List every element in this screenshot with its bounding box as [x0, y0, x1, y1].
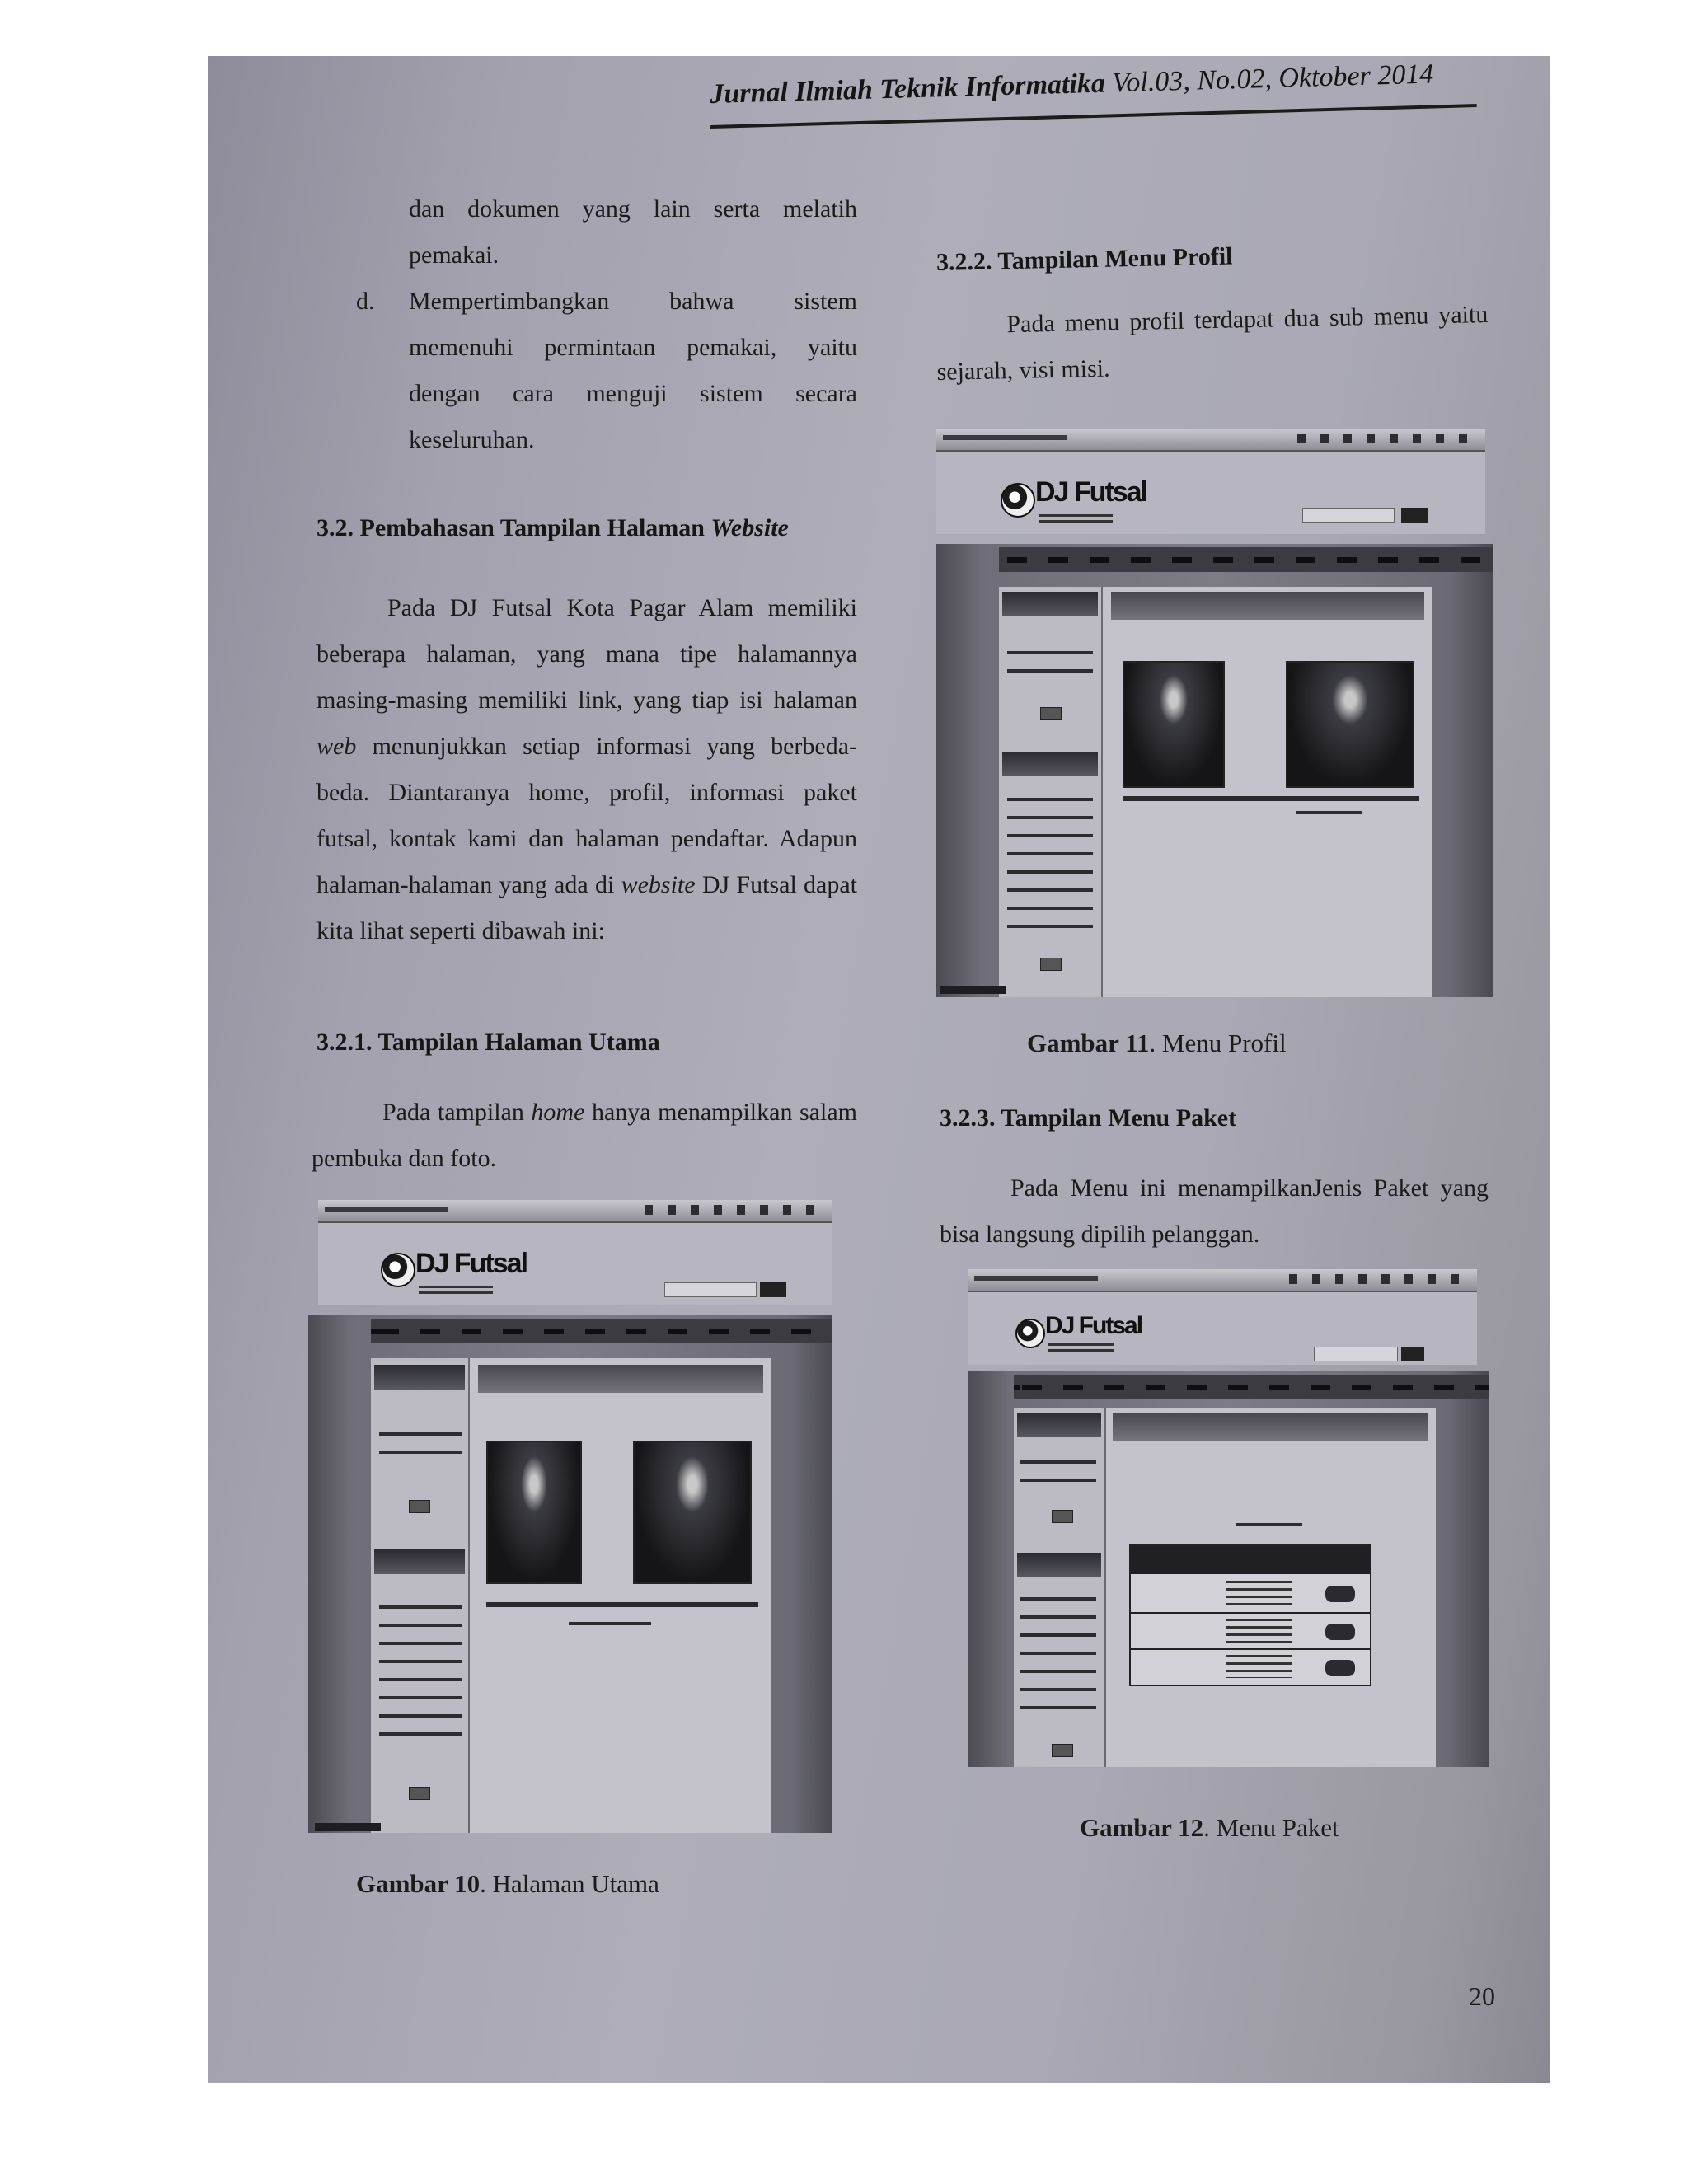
figure-10-text: . Halaman Utama — [480, 1869, 659, 1898]
vote-button — [409, 1787, 430, 1800]
list-continuation: dan dokumen yang lain serta melatih pemakai. — [409, 195, 857, 269]
site-header — [936, 452, 1485, 534]
journal-volume: Vol.03, No.02, Oktober 2014 — [1111, 59, 1434, 99]
soccer-ball-icon — [381, 1253, 415, 1287]
login-button — [1052, 1510, 1073, 1523]
welcome-banner — [1111, 592, 1424, 620]
logo-tagline — [1048, 1343, 1114, 1355]
order-button — [1325, 1660, 1355, 1676]
site-logo: DJ Futsal — [415, 1248, 528, 1279]
figure-11-label: Gambar 11 — [1027, 1029, 1150, 1057]
profil-heading: 3.2.2. Tampilan Menu Profil — [935, 242, 1233, 276]
futsal-photo-2 — [633, 1441, 752, 1584]
table-row — [1226, 1581, 1292, 1605]
header-rule — [710, 104, 1477, 129]
site-sidebar — [1014, 1408, 1106, 1767]
logo-tagline — [419, 1286, 493, 1297]
site-body — [371, 1358, 771, 1833]
section-heading-text: 3.2. Pembahasan Tampilan Halaman — [316, 514, 705, 541]
browser-toolbar — [318, 1200, 832, 1223]
site-logo: DJ Futsal — [1035, 476, 1147, 508]
search-button — [1401, 1347, 1424, 1361]
futsal-photo-2 — [1286, 661, 1414, 788]
welcome-banner — [478, 1365, 763, 1393]
polling-box-title — [374, 1549, 465, 1574]
vote-button — [1040, 958, 1062, 971]
search-input — [1302, 508, 1395, 523]
section-paragraph — [316, 585, 857, 954]
order-button — [1325, 1624, 1355, 1640]
figure-11-text: . Menu Profil — [1149, 1029, 1287, 1057]
login-button — [1040, 707, 1062, 720]
sub-para-part1: Pada tampilan — [382, 1099, 524, 1126]
figure-10-caption — [356, 1869, 659, 1899]
figure-11-screenshot — [936, 429, 1493, 997]
polling-options — [1020, 1597, 1096, 1721]
figure-12-caption — [1080, 1813, 1339, 1843]
journal-name: Jurnal Ilmiah Teknik Informatika — [709, 68, 1106, 110]
nav-menu — [1014, 1375, 1489, 1399]
sub-para-part2: hanya menampilkan salam pembuka dan foto. — [312, 1099, 857, 1172]
figure-10-label: Gambar 10 — [356, 1869, 481, 1898]
site-body — [1014, 1408, 1436, 1767]
search-input — [1314, 1347, 1398, 1361]
photo-slider-bar — [1123, 796, 1419, 801]
login-button — [409, 1500, 430, 1513]
table-row — [1226, 1655, 1292, 1678]
sub-heading-utama: 3.2.1. Tampilan Halaman Utama — [316, 1029, 660, 1056]
logo-tagline — [1039, 514, 1113, 526]
photo-slider-bar — [486, 1602, 758, 1607]
sub-para-italic: home — [531, 1099, 585, 1126]
figure-12-label: Gambar 12 — [1080, 1813, 1204, 1842]
section-para-italic2: website — [621, 871, 696, 898]
futsal-photo-1 — [1123, 661, 1225, 788]
section-para-part3: DJ Futsal dapat kita lihat seperti dibawah ini: — [316, 871, 858, 944]
site-footer — [315, 1823, 381, 1831]
login-box-title — [374, 1365, 465, 1390]
section-para-part2: menunjukkan setiap informasi yang berbeda-beda. Diantaranya home, profil, informasi paket futsal, kontak kami dan halaman pendaftar. Adapun halaman-halaman yang ada di — [316, 733, 857, 898]
polling-options — [379, 1605, 462, 1746]
site-frame — [308, 1315, 832, 1833]
welcome-banner — [1113, 1413, 1428, 1441]
site-footer — [940, 986, 1006, 994]
site-frame — [936, 544, 1493, 997]
package-table — [1129, 1544, 1372, 1686]
figure-11-caption — [1027, 1029, 1287, 1058]
sub-paragraph-utama — [312, 1090, 857, 1182]
paket-heading: 3.2.3. Tampilan Menu Paket — [940, 1104, 1237, 1132]
package-table-header — [1131, 1546, 1370, 1574]
polling-box-title — [1017, 1553, 1101, 1577]
profil-paragraph: Pada menu profil terdapat dua sub menu yaitu sejarah, visi misi. — [936, 300, 1489, 386]
search-input — [664, 1282, 757, 1297]
section-para-italic1: web — [316, 733, 357, 760]
login-box-title — [1002, 592, 1098, 616]
package-list-title — [1236, 1523, 1302, 1530]
login-fields — [1020, 1460, 1096, 1493]
photo-caption — [569, 1622, 651, 1629]
list-item-d: Mempertimbangkan bahwa sistem memenuhi permintaan pemakai, yaitu dengan cara menguji sistem secara keseluruhan. — [409, 288, 857, 453]
site-header — [318, 1223, 832, 1305]
paket-paragraph: Pada Menu ini menampilkanJenis Paket yang bisa langsung dipilih pelanggan. — [940, 1174, 1489, 1248]
section-para-part1: Pada DJ Futsal Kota Pagar Alam memiliki beberapa halaman, yang mana tipe halamannya masing-masing memiliki link, yang tiap isi halaman — [316, 594, 857, 714]
figure-12-text: . Menu Paket — [1203, 1813, 1339, 1842]
figure-12-screenshot — [968, 1269, 1489, 1813]
search-button — [760, 1282, 786, 1297]
table-row — [1226, 1619, 1292, 1643]
section-heading-italic: Website — [710, 514, 789, 541]
list-marker-d: d. — [356, 288, 375, 315]
login-fields — [379, 1432, 462, 1465]
journal-header — [710, 58, 1485, 110]
site-sidebar — [371, 1358, 470, 1833]
futsal-photo-1 — [486, 1441, 582, 1584]
figure-10-screenshot — [308, 1200, 832, 1833]
site-header — [968, 1292, 1477, 1365]
login-fields — [1007, 651, 1093, 684]
site-frame — [968, 1371, 1489, 1767]
page-number: 20 — [1469, 1981, 1495, 2011]
soccer-ball-icon — [1001, 483, 1035, 518]
nav-menu — [999, 547, 1493, 572]
photo-caption — [1296, 811, 1362, 818]
section-heading — [316, 514, 789, 542]
browser-toolbar — [968, 1269, 1477, 1292]
vote-button — [1052, 1744, 1073, 1757]
soccer-ball-icon — [1015, 1319, 1045, 1348]
site-logo: DJ Futsal — [1045, 1312, 1142, 1339]
login-box-title — [1017, 1413, 1101, 1437]
site-sidebar — [999, 587, 1103, 997]
polling-box-title — [1002, 752, 1098, 776]
polling-options — [1007, 798, 1093, 930]
browser-toolbar — [936, 429, 1485, 452]
journal-page — [208, 56, 1550, 2083]
nav-menu — [371, 1319, 832, 1343]
site-body — [999, 587, 1432, 997]
search-button — [1401, 508, 1428, 523]
order-button — [1325, 1586, 1355, 1602]
